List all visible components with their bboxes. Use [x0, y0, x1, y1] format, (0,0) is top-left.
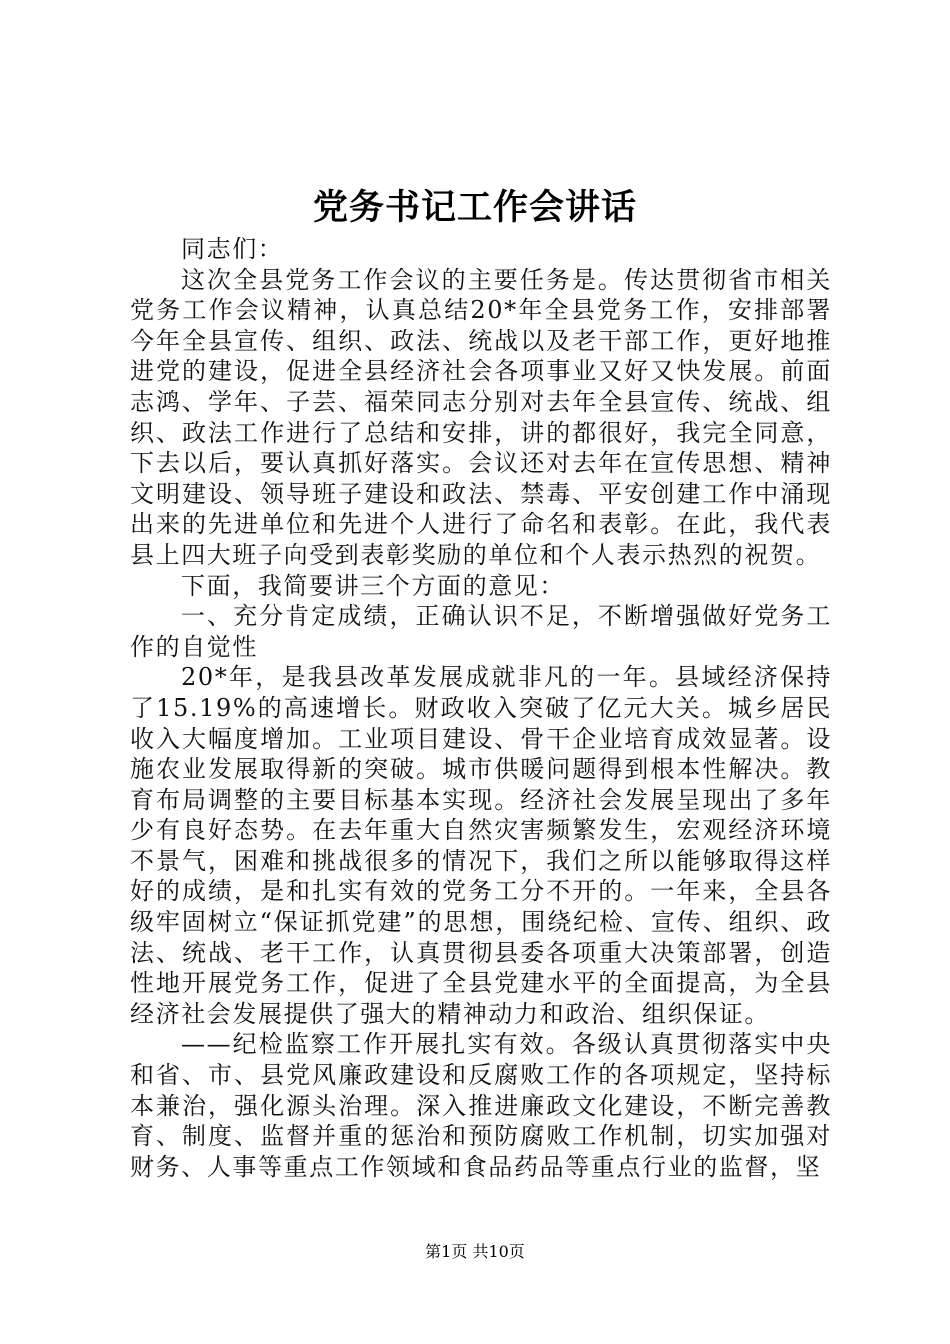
body-paragraph: 下面，我简要讲三个方面的意见： — [181, 571, 565, 600]
section-heading: 一、充分肯定成绩，正确认识不足，不断增强做好党务工作的自觉性 — [130, 602, 832, 661]
document-title: 党务书记工作会讲话 — [312, 187, 637, 228]
salutation-paragraph: 同志们： — [181, 235, 284, 263]
page-footer: 第1页 共10页 — [425, 1242, 525, 1261]
body-paragraph: ——纪检监察工作开展扎实有效。各级认真贯彻落实中央和省、市、县党风廉政建设和反腐败工作的各项规定，坚持标本兼治，强化源头治理。深入推进廉政文化建设，不断完善教育、制度、监督并重的惩治和预防腐败工作机制，切实加强对财务、人事等重点工作领域和食品药品等重点行业的监督，坚 — [130, 1030, 832, 1181]
document-body — [130, 234, 832, 1182]
body-paragraph: 20*年，是我县改革发展成就非凡的一年。县域经济保持了15.19%的高速增长。财政收入突破了亿元大关。城乡居民收入大幅度增加。工业项目建设、骨干企业培育成效显著。设施农业发展取得新的突破。城市供暖问题得到根本性解决。教育布局调整的主要目标基本实现。经济社会发展呈现出了多年少有良好态势。在去年重大自然灾害频繁发生，宏观经济环境不景气，困难和挑战很多的情况下，我们之所以能够取得这样好的成绩，是和扎实有效的党务工分不开的。一年来，全县各级牢固树立“保证抓党建”的思想，围绕纪检、宣传、组织、政法、统战、老干工作，认真贯彻县委各项重大决策部署，创造性地开展党务工作，促进了全县党建水平的全面提高，为全县经济社会发展提供了强大的精神动力和政治、组织保证。 — [130, 663, 832, 1028]
body-paragraph: 这次全县党务工作会议的主要任务是。传达贯彻省市相关党务工作会议精神，认真总结20*年全县党务工作，安排部署今年全县宣传、组织、政法、统战以及老干部工作，更好地推进党的建设，促进全县经济社会各项事业又好又快发展。前面志鸿、学年、子芸、福荣同志分别对去年全县宣传、统战、组织、政法工作进行了总结和安排，讲的都很好，我完全同意，下去以后，要认真抓好落实。会议还对去年在宣传思想、精神文明建设、领导班子建设和政法、禁毒、平安创建工作中涌现出来的先进单位和先进个人进行了命名和表彰。在此，我代表县上四大班子向受到表彰奖励的单位和个人表示热烈的祝贺。 — [130, 265, 832, 569]
